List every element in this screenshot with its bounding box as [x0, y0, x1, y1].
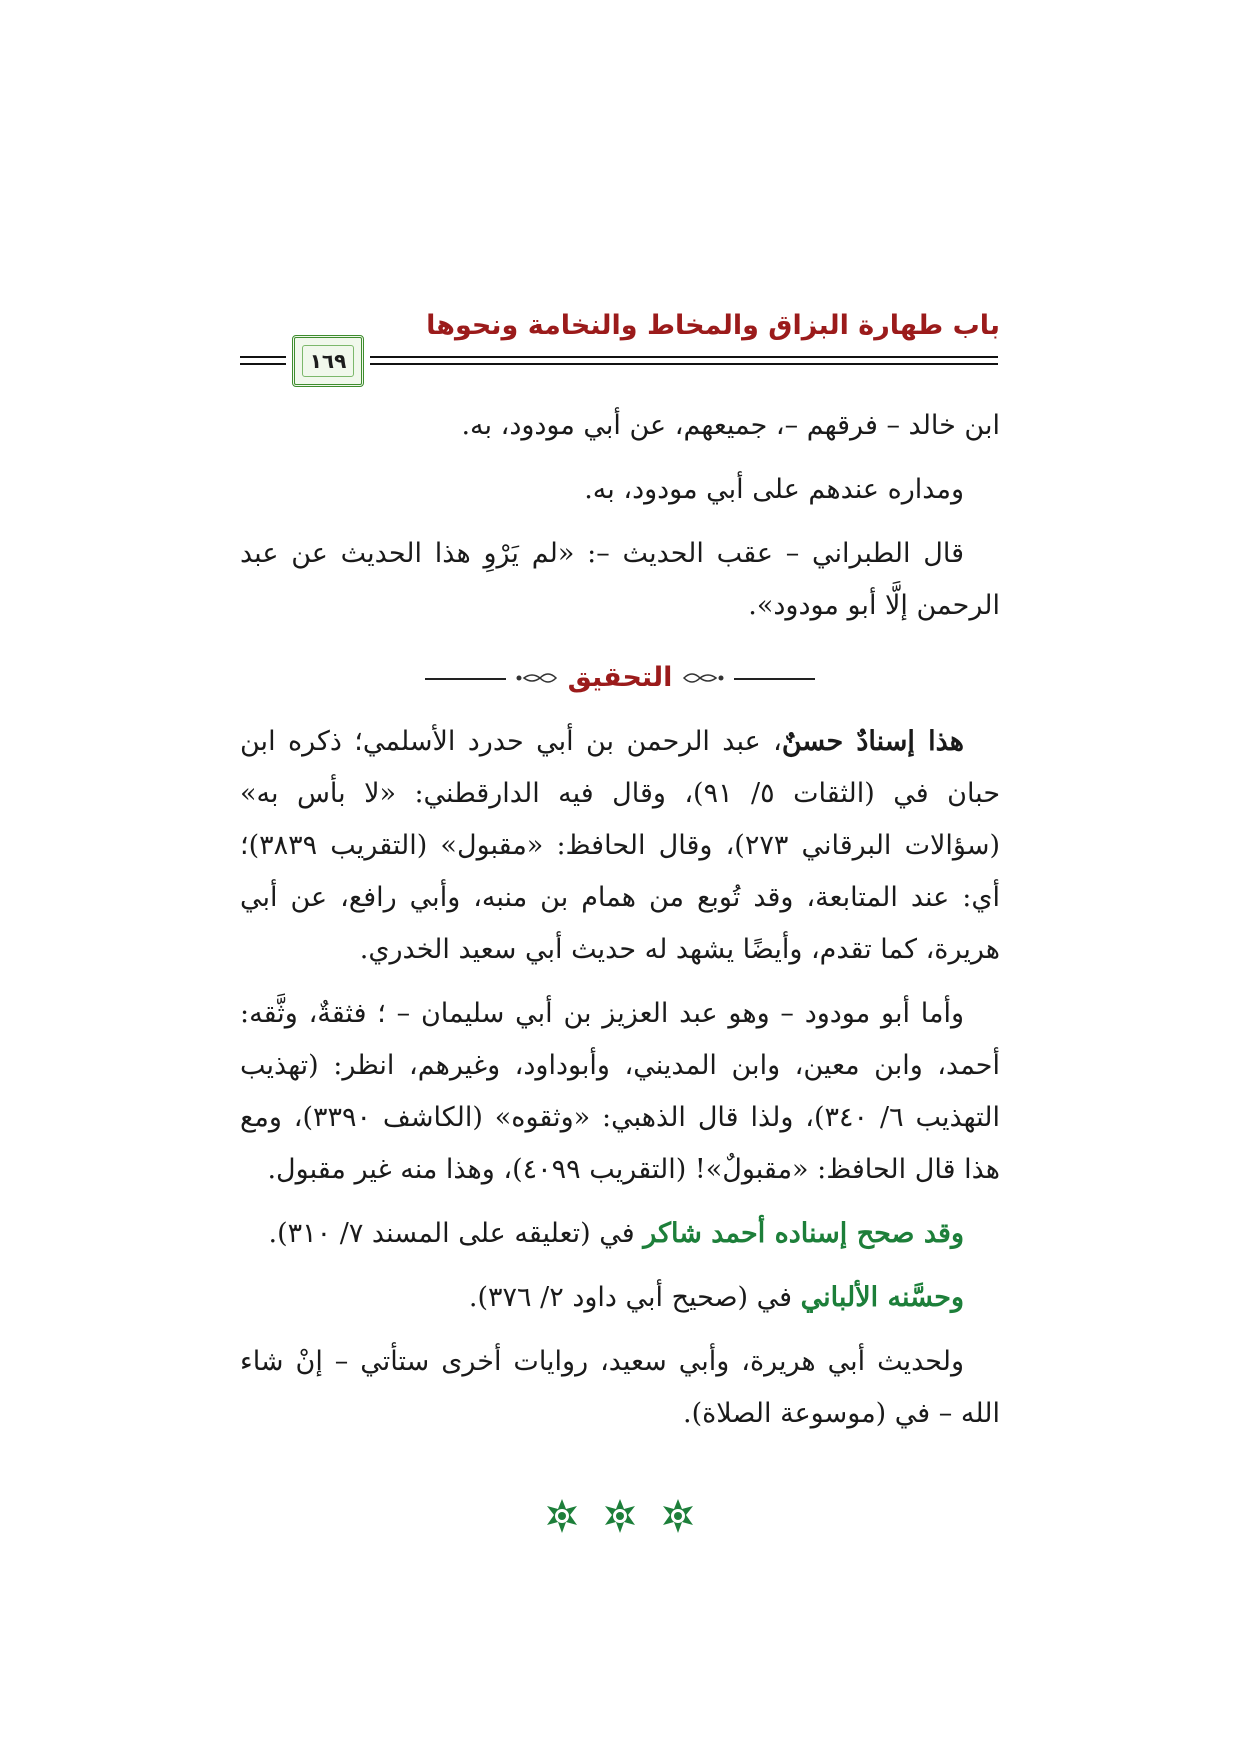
star-ornament-icon — [544, 1498, 580, 1534]
header-rule — [370, 356, 998, 358]
floral-ornament-icon — [514, 670, 558, 686]
floral-ornament-icon — [682, 670, 726, 686]
paragraph: ومداره عندهم على أبي مودود، به. — [584, 474, 964, 505]
highlight-lead: وحسَّنه الألباني — [800, 1282, 964, 1313]
paragraph: قال الطبراني – عقب الحديث –: «لم يَرْوِ هذا الحديث عن عبد الرحمن إلَّا أبو مودود». — [240, 538, 1000, 621]
paragraph — [240, 1208, 1000, 1260]
star-ornament-icon — [602, 1498, 638, 1534]
page-number-frame — [292, 335, 364, 387]
page-number: ١٦٩ — [302, 345, 354, 377]
paragraph-text: ، عبد الرحمن بن أبي حدرد الأسلمي؛ ذكره ابن حبان في (الثقات ٥/ ٩١)، وقال فيه الدارقطني: «لا بأس به» (سؤالات البرقاني ٢٧٣)، وقال الحافظ: «مقبول» (التقريب ٣٨٣٩)؛ أي: عند المتابعة، وقد تُوبع من همام بن منبه، وأبي رافع، عن أبي هريرة، كما تقدم، وأيضًا يشهد له حديث أبي سعيد الخدري. — [240, 726, 1001, 965]
section-divider — [240, 654, 1000, 702]
paragraph: وأما أبو مودود – وهو عبد العزيز بن أبي سليمان – ؛ فثقةٌ، وثَّقه: أحمد، وابن معين، وابن المديني، وأبوداود، وغيرهم، انظر: (تهذيب التهذيب ٦/ ٣٤٠)، ولذا قال الذهبي: «وثقوه» (الكاشف ٣٣٩٠)، ومع هذا قال الحافظ: «مقبولٌ»! (التقريب ٤٠٩٩)، وهذا منه غير مقبول. — [240, 998, 1000, 1185]
chapter-title: باب طهارة البزاق والمخاط والنخامة ونحوها — [426, 310, 1000, 341]
header-rule — [370, 363, 998, 365]
star-ornament-icon — [660, 1498, 696, 1534]
paragraph — [240, 716, 1000, 976]
highlight-lead: وقد صحح إسناده أحمد شاكر — [643, 1218, 964, 1249]
paragraph: ولحديث أبي هريرة، وأبي سعيد، روايات أخرى ستأتي – إنْ شاء الله – في (موسوعة الصلاة). — [240, 1346, 1000, 1429]
header-rule — [240, 356, 286, 358]
main-text — [240, 400, 1000, 1440]
footer-ornament — [0, 1498, 1240, 1534]
paragraph: ابن خالد – فرقهم –، جميعهم، عن أبي مودود، به. — [461, 410, 1000, 441]
bold-lead: هذا إسنادٌ حسنٌ — [781, 726, 964, 757]
paragraph — [240, 1272, 1000, 1324]
section-heading — [506, 652, 735, 704]
paragraph-text: في (تعليقه على المسند ٧/ ٣١٠). — [268, 1218, 644, 1249]
paragraph-text: في (صحيح أبي داود ٢/ ٣٧٦). — [468, 1282, 801, 1313]
section-title: التحقيق — [567, 662, 673, 693]
header-rule — [240, 363, 286, 365]
